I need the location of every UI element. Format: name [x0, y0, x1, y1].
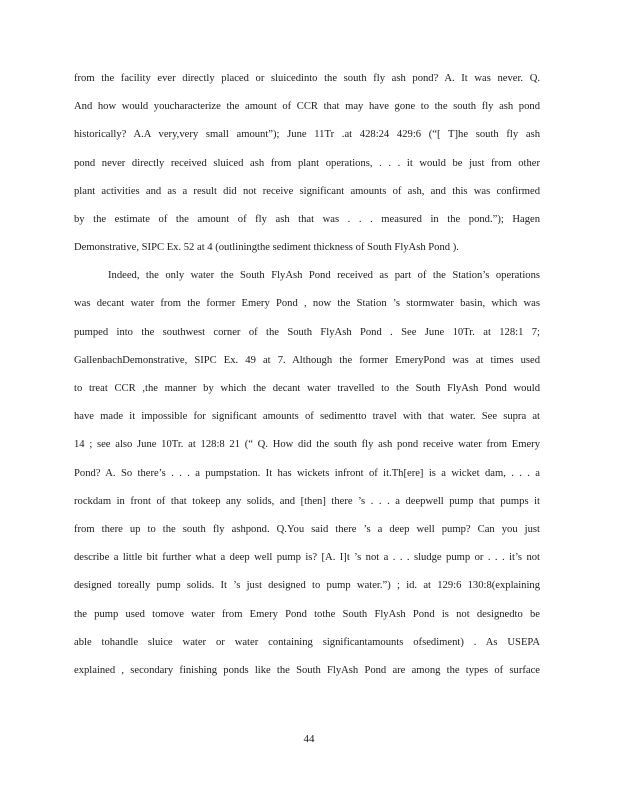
body-text-line: designed toreally pump solids. It ’s just designed to pump water.”) ; id. at 129:6 130:8(explaining [74, 580, 540, 591]
body-text-line: Pond? A. So there’s . . . a pumpstation. It has wickets infront of it.Th[ere] is a wicket dam, . . . a [74, 468, 540, 479]
body-text-line: GallenbachDemonstrative, SIPC Ex. 49 at 7. Although the former EmeryPond was at times used [74, 355, 540, 366]
body-text-line: Demonstrative, SIPC Ex. 52 at 4 (outliningthe sediment thickness of South FlyAsh Pond ). [74, 242, 459, 253]
body-text-line: from the facility ever directly placed or sluicedinto the south fly ash pond? A. It was never. Q. [74, 73, 540, 84]
body-text-line: by the estimate of the amount of fly ash that was . . . measured in the pond.”); Hagen [74, 214, 540, 225]
body-text-line: from there up to the south fly ashpond. Q.You said there ’s a deep well pump? Can you just [74, 524, 540, 535]
body-text-line: pond never directly received sluiced ash from plant operations, . . . it would be just from other [74, 158, 540, 169]
body-text-line: to treat CCR ,the manner by which the decant water travelled to the South FlyAsh Pond would [74, 383, 540, 394]
body-text-line: pumped into the southwest corner of the South FlyAsh Pond . See June 10Tr. at 128:1 7; [74, 327, 540, 338]
body-text-line: plant activities and as a result did not receive significant amounts of ash, and this was confirmed [74, 186, 540, 197]
body-text-line: have made it impossible for significant amounts of sedimentto travel with that water. See supra at [74, 411, 540, 422]
page-number: 44 [303, 733, 315, 745]
body-text-line: describe a little bit further what a deep well pump is? [A. I]t ’s not a . . . sludge pump or . . . it’s not [74, 552, 540, 563]
body-text-line: And how would youcharacterize the amount of CCR that may have gone to the south fly ash pond [74, 101, 540, 112]
paragraph-first-line: Indeed, the only water the South FlyAsh Pond received as part of the Station’s operations [108, 270, 540, 281]
body-text-line: explained , secondary finishing ponds like the South FlyAsh Pond are among the types of surface [74, 665, 540, 676]
body-text-line: 14 ; see also June 10Tr. at 128:8 21 (“ Q. How did the south fly ash pond receive water from Emery [74, 439, 540, 450]
body-text-line: rockdam in front of that tokeep any solids, and [then] there ’s . . . a deepwell pump that pumps it [74, 496, 540, 507]
body-text-line: the pump used tomove water from Emery Pond tothe South FlyAsh Pond is not designedto be [74, 609, 540, 620]
body-text-line: able tohandle sluice water or water containing significantamounts ofsediment) . As USEPA [74, 637, 540, 648]
body-text-line: was decant water from the former Emery Pond , now the Station ’s stormwater basin, which was [74, 298, 540, 309]
body-text-line: historically? A.A very,very small amount”); June 11Tr .at 428:24 429:6 (“[ T]he south fly ash [74, 129, 540, 140]
